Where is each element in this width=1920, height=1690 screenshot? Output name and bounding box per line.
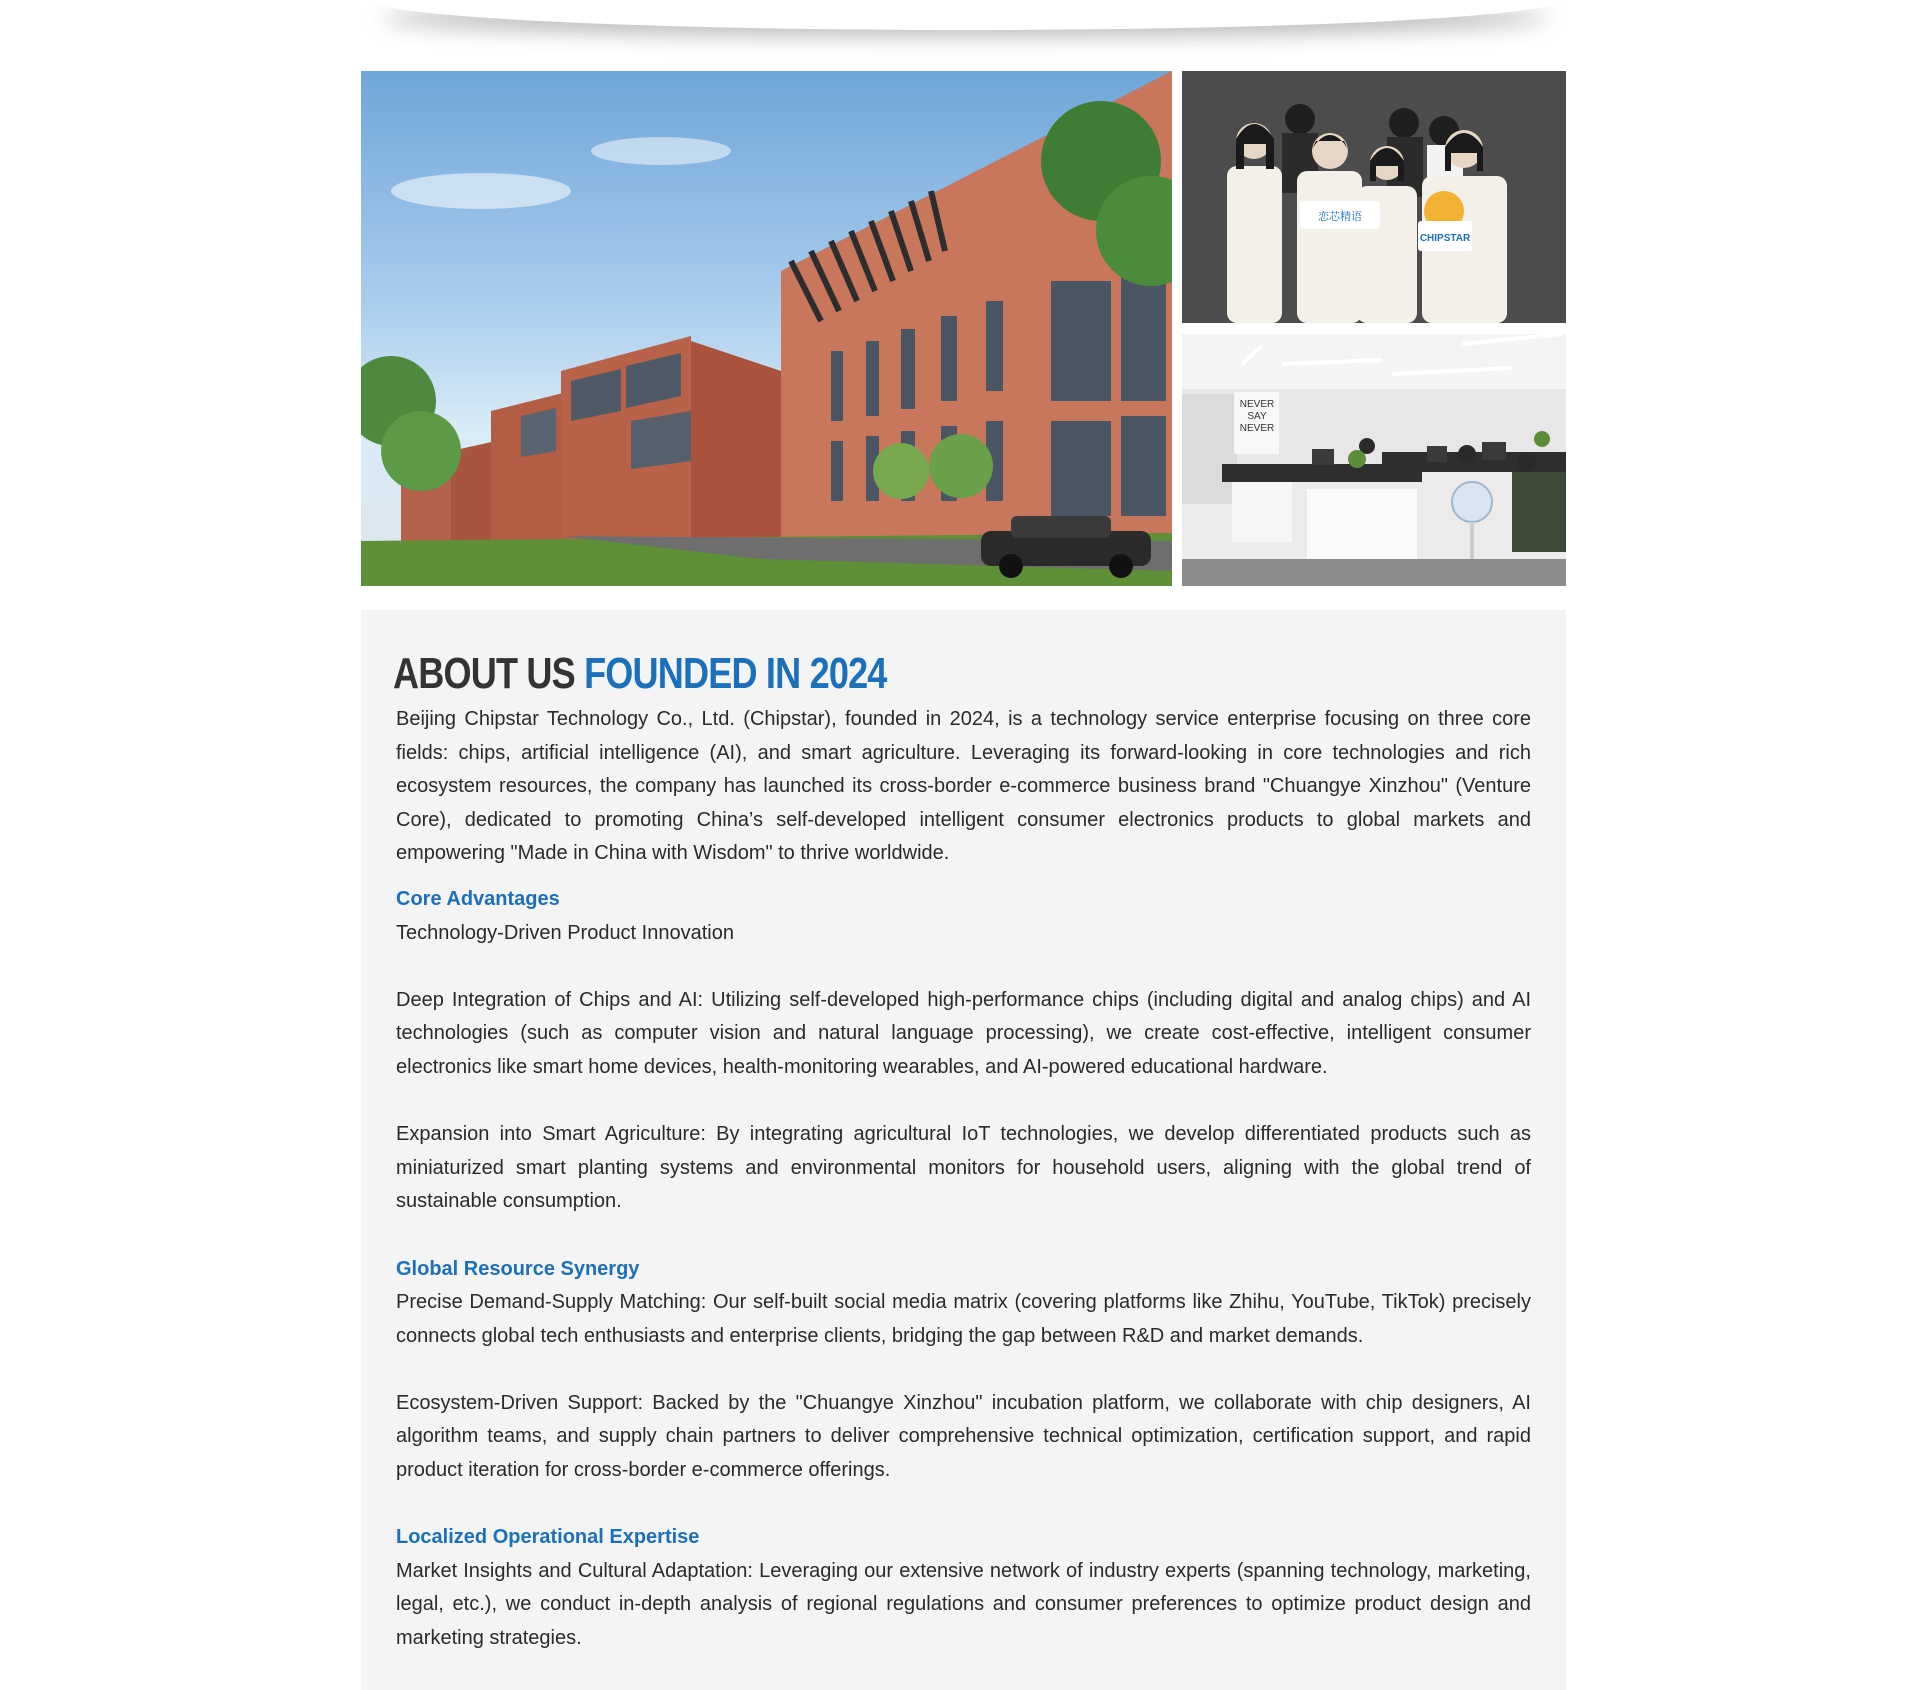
company-photo-gallery [361, 71, 1566, 586]
section-paragraph: Precise Demand-Supply Matching: Our self-built social media matrix (covering platforms like Zhihu, YouTube, TikTok) precisely connects global tech enthusiasts and enterprise clients, bridging the gap between R&D and market demands. [396, 1291, 1531, 1347]
section-title-core-advantages: Core Advantages [396, 887, 560, 910]
section-paragraph: Market Insights and Cultural Adaptation: Leveraging our extensive network of industry experts (spanning technology, marketing, legal, etc.), we conduct in-depth analysis of regional regulations and consumer preferences to optimize product design and marketing strategies. [396, 1559, 1531, 1650]
office-interior-illustration [1182, 334, 1566, 586]
about-us-body [396, 703, 1531, 1656]
team-photo [1182, 71, 1566, 323]
office-building-illustration [361, 71, 1172, 586]
section-paragraph: Ecosystem-Driven Support: Backed by the "Chuangye Xinzhou" incubation platform, we collaborate with chip designers, AI algorithm teams, and supply chain partners to deliver comprehensive technical optimization, certification support, and rapid product iteration for cross-border e-commerce offerings. [396, 1391, 1531, 1482]
office-interior-photo [1182, 334, 1566, 586]
poster-line-1: NEVER [1239, 399, 1275, 410]
heading-prefix: ABOUT US [393, 649, 575, 698]
section-title-global-resource-synergy: Global Resource Synergy [396, 1257, 640, 1280]
poster-line-3: NEVER [1239, 423, 1275, 434]
team-sign-right-text: CHIPSTAR [1419, 233, 1471, 244]
header-shadow [370, 0, 1560, 30]
team-illustration [1182, 71, 1566, 323]
about-us-panel [361, 610, 1566, 1690]
section-title-localized-operational-expertise: Localized Operational Expertise [396, 1526, 700, 1549]
section-paragraph: Expansion into Smart Agriculture: By integrating agricultural IoT technologies, we develop differentiated products such as miniaturized smart planting systems and environmental monitors for household users, aligning with the global trend of sustainable consumption. [396, 1123, 1531, 1213]
team-sign-left-text: 恋芯精语 [1318, 210, 1362, 223]
section-paragraph: Deep Integration of Chips and AI: Utilizing self-developed high-performance chips (including digital and analog chips) and AI technologies (such as computer vision and natural language processing), we create cost-effective, intelligent consumer electronics like smart home devices, health-monitoring wearables, and AI-powered educational hardware. [396, 988, 1531, 1078]
about-us-heading [393, 646, 887, 702]
office-building-photo [361, 71, 1172, 586]
section-subtitle: Technology-Driven Product Innovation [396, 921, 734, 944]
poster-line-2: SAY [1247, 411, 1267, 422]
heading-highlight: FOUNDED IN 2024 [584, 649, 887, 698]
intro-paragraph: Beijing Chipstar Technology Co., Ltd. (Chipstar), founded in 2024, is a technology service enterprise focusing on three core fields: chips, artificial intelligence (AI), and smart agriculture. Leveraging its forward-looking in core technologies and rich ecosystem resources, the company has launched its cross-border e-commerce business brand "Chuangye Xinzhou" (Venture Core), dedicated to promoting China’s self-developed intelligent consumer electronics products to global markets and empowering "Made in China with Wisdom" to thrive worldwide. [396, 708, 1531, 865]
